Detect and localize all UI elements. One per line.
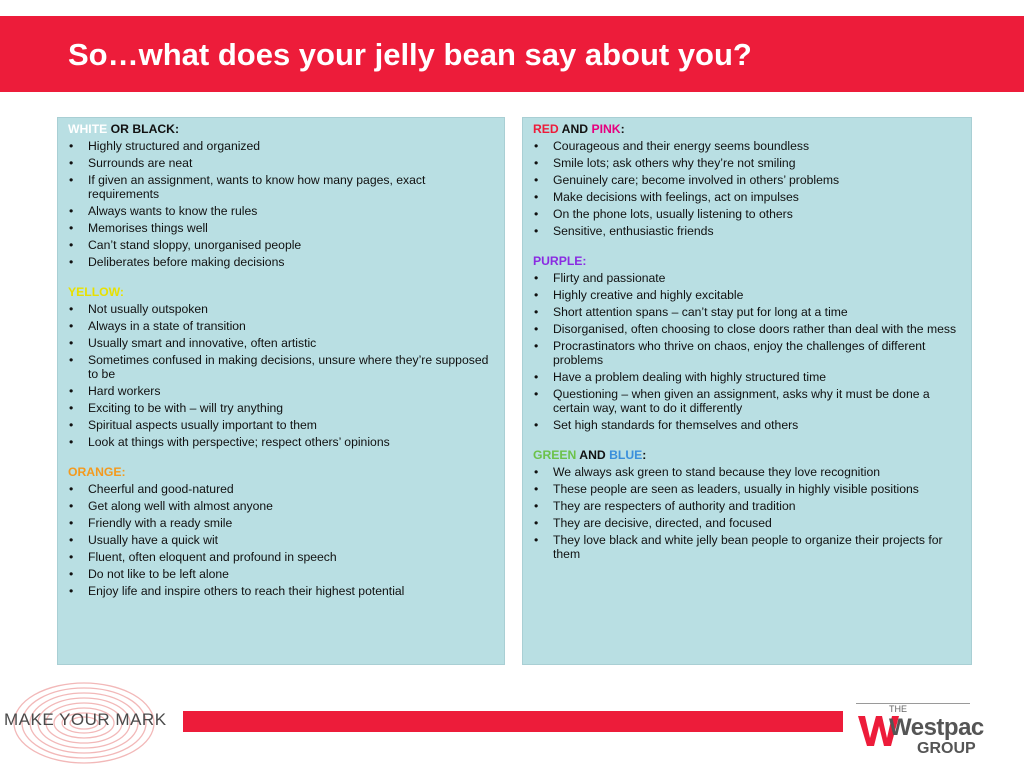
list-item: • Memorises things well	[68, 221, 494, 235]
list-item: • Always in a state of transition	[68, 319, 494, 333]
slide-title: So…what does your jelly bean say about you?	[68, 37, 752, 72]
red-pink-heading	[533, 122, 961, 136]
title-bar	[0, 16, 1024, 92]
purple-list	[533, 271, 961, 432]
list-item: • We always ask green to stand because they love recognition	[533, 465, 961, 479]
red-label: RED	[533, 122, 559, 136]
list-item: • Usually have a quick wit	[68, 533, 494, 547]
logo-divider	[856, 703, 970, 704]
list-item: • Questioning – when given an assignment, asks why it must be done a certain way, want to do it differently	[533, 387, 961, 415]
white-black-list	[68, 139, 494, 269]
list-item: • Highly creative and highly excitable	[533, 288, 961, 302]
orange-heading: ORANGE:	[68, 465, 126, 479]
and-label: AND	[558, 122, 592, 136]
list-item: • Look at things with perspective; respect others’ opinions	[68, 435, 494, 449]
colon-label: :	[642, 448, 647, 462]
green-blue-list	[533, 465, 961, 561]
list-item: • They love black and white jelly bean people to organize their projects for them	[533, 533, 961, 561]
logo-the-text: THE	[889, 704, 907, 714]
logo-group-text: GROUP	[917, 740, 976, 757]
list-item: • Sensitive, enthusiastic friends	[533, 224, 961, 238]
red-pink-section	[533, 122, 961, 238]
list-item: • Deliberates before making decisions	[68, 255, 494, 269]
colon-label: :	[620, 122, 625, 136]
list-item: • Friendly with a ready smile	[68, 516, 494, 530]
list-item: • Not usually outspoken	[68, 302, 494, 316]
pink-label: PINK	[591, 122, 621, 136]
list-item: • Procrastinators who thrive on chaos, enjoy the challenges of different problems	[533, 339, 961, 367]
logo-westpac-text: Westpac	[889, 714, 984, 741]
left-panel	[57, 117, 505, 665]
list-item: • Surrounds are neat	[68, 156, 494, 170]
white-black-heading	[68, 122, 494, 136]
list-item: • Highly structured and organized	[68, 139, 494, 153]
list-item: • Can’t stand sloppy, unorganised people	[68, 238, 494, 252]
red-pink-list	[533, 139, 961, 238]
list-item: • Always wants to know the rules	[68, 204, 494, 218]
yellow-list	[68, 302, 494, 449]
yellow-heading: YELLOW:	[68, 285, 124, 299]
list-item: • These people are seen as leaders, usually in highly visible positions	[533, 482, 961, 496]
white-label: WHITE	[68, 122, 108, 136]
blue-label: BLUE	[609, 448, 643, 462]
yellow-section	[68, 285, 494, 449]
list-item: • Smile lots; ask others why they’re not smiling	[533, 156, 961, 170]
footer-red-bar	[183, 711, 843, 732]
list-item: • Fluent, often eloquent and profound in speech	[68, 550, 494, 564]
list-item: • Usually smart and innovative, often artistic	[68, 336, 494, 350]
list-item: • They are respecters of authority and tradition	[533, 499, 961, 513]
list-item: • On the phone lots, usually listening to others	[533, 207, 961, 221]
green-blue-section	[533, 448, 961, 561]
list-item: • Flirty and passionate	[533, 271, 961, 285]
or-black-label: OR BLACK:	[107, 122, 180, 136]
white-black-section	[68, 122, 494, 269]
purple-section	[533, 254, 961, 432]
list-item: • Set high standards for themselves and others	[533, 418, 961, 432]
list-item: • Disorganised, often choosing to close doors rather than deal with the mess	[533, 322, 961, 336]
right-panel	[522, 117, 972, 665]
top-white-strip	[0, 0, 1024, 16]
list-item: • Enjoy life and inspire others to reach their highest potential	[68, 584, 494, 598]
make-your-mark-text: MAKE YOUR MARK	[4, 710, 167, 729]
list-item: • They are decisive, directed, and focused	[533, 516, 961, 530]
green-blue-heading	[533, 448, 961, 462]
list-item: • Do not like to be left alone	[68, 567, 494, 581]
orange-section	[68, 465, 494, 598]
list-item: • Hard workers	[68, 384, 494, 398]
list-item: • Spiritual aspects usually important to them	[68, 418, 494, 432]
orange-list	[68, 482, 494, 598]
list-item: • Sometimes confused in making decisions, unsure where they’re supposed to be	[68, 353, 494, 381]
list-item: • If given an assignment, wants to know how many pages, exact requirements	[68, 173, 494, 201]
list-item: • Exciting to be with – will try anything	[68, 401, 494, 415]
list-item: • Get along well with almost anyone	[68, 499, 494, 513]
list-item: • Make decisions with feelings, act on impulses	[533, 190, 961, 204]
list-item: • Short attention spans – can’t stay put for long at a time	[533, 305, 961, 319]
and-label: AND	[576, 448, 610, 462]
list-item: • Courageous and their energy seems boundless	[533, 139, 961, 153]
green-label: GREEN	[533, 448, 577, 462]
list-item: • Genuinely care; become involved in others’ problems	[533, 173, 961, 187]
list-item: • Cheerful and good-natured	[68, 482, 494, 496]
list-item: • Have a problem dealing with highly structured time	[533, 370, 961, 384]
purple-heading: PURPLE:	[533, 254, 587, 268]
